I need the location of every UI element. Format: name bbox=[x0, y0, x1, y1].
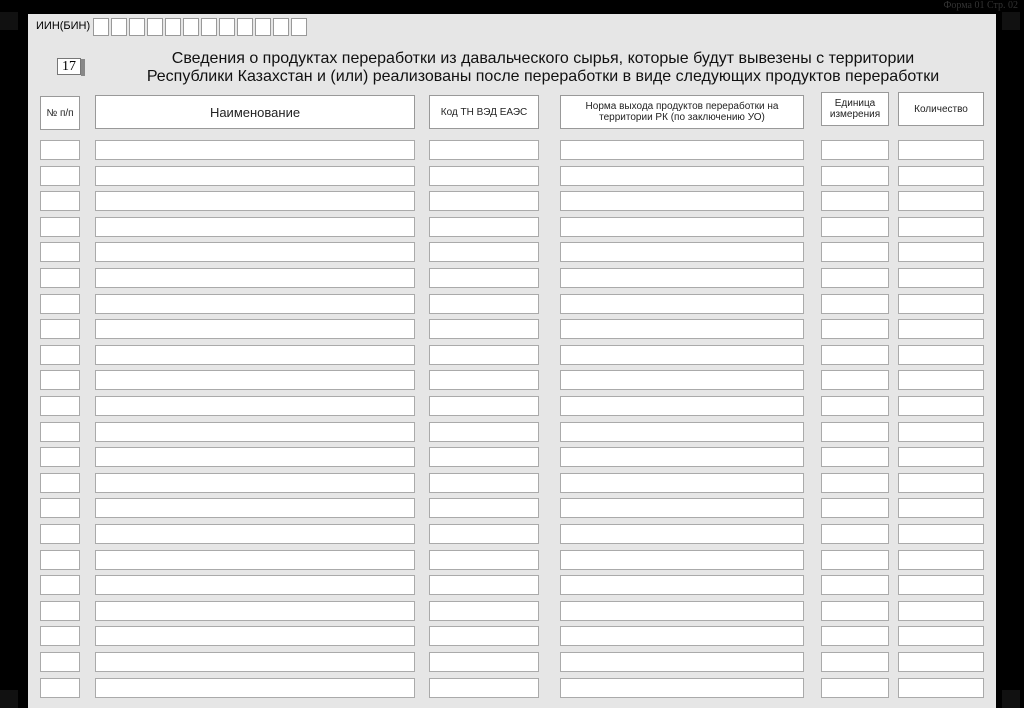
table-cell[interactable] bbox=[821, 473, 889, 493]
table-cell[interactable] bbox=[40, 370, 80, 390]
table-cell[interactable] bbox=[560, 678, 804, 698]
table-cell[interactable] bbox=[898, 447, 984, 467]
table-cell[interactable] bbox=[560, 140, 804, 160]
table-cell[interactable] bbox=[95, 473, 415, 493]
table-cell[interactable] bbox=[898, 140, 984, 160]
table-cell[interactable] bbox=[821, 550, 889, 570]
table-cell[interactable] bbox=[821, 678, 889, 698]
table-cell[interactable] bbox=[40, 422, 80, 442]
table-cell[interactable] bbox=[40, 626, 80, 646]
section-number: 17 bbox=[57, 58, 81, 75]
table-cell[interactable] bbox=[898, 166, 984, 186]
table-cell[interactable] bbox=[429, 447, 539, 467]
iin-cell[interactable] bbox=[129, 18, 145, 36]
table-cell[interactable] bbox=[40, 319, 80, 339]
iin-cell[interactable] bbox=[237, 18, 253, 36]
table-cell[interactable] bbox=[40, 447, 80, 467]
column-header: Единица измерения bbox=[821, 92, 889, 126]
table-cell[interactable] bbox=[429, 498, 539, 518]
table-cell[interactable] bbox=[40, 550, 80, 570]
table-cell[interactable] bbox=[429, 524, 539, 544]
table-cell[interactable] bbox=[560, 166, 804, 186]
table-cell[interactable] bbox=[429, 217, 539, 237]
table-cell[interactable] bbox=[560, 652, 804, 672]
table-cell[interactable] bbox=[560, 626, 804, 646]
table-cell[interactable] bbox=[821, 447, 889, 467]
table-cell[interactable] bbox=[95, 601, 415, 621]
table-cell[interactable] bbox=[898, 601, 984, 621]
table-cell[interactable] bbox=[560, 473, 804, 493]
iin-cell[interactable] bbox=[255, 18, 271, 36]
table-cell[interactable] bbox=[560, 550, 804, 570]
table-cell[interactable] bbox=[898, 396, 984, 416]
table-cell[interactable] bbox=[95, 652, 415, 672]
section-title-line2: Республики Казахстан и (или) реализованы после переработки в виде следующих продуктов переработки bbox=[146, 68, 940, 85]
table-cell[interactable] bbox=[560, 575, 804, 595]
table-cell[interactable] bbox=[95, 217, 415, 237]
table-cell[interactable] bbox=[560, 191, 804, 211]
table-cell[interactable] bbox=[40, 268, 80, 288]
table-cell[interactable] bbox=[898, 422, 984, 442]
table-cell[interactable] bbox=[95, 166, 415, 186]
table-cell[interactable] bbox=[821, 217, 889, 237]
table-cell[interactable] bbox=[40, 242, 80, 262]
table-cell[interactable] bbox=[429, 652, 539, 672]
table-cell[interactable] bbox=[560, 524, 804, 544]
table-cell[interactable] bbox=[95, 319, 415, 339]
table-cell[interactable] bbox=[40, 294, 80, 314]
table-cell[interactable] bbox=[821, 242, 889, 262]
table-cell[interactable] bbox=[821, 191, 889, 211]
table-cell[interactable] bbox=[821, 294, 889, 314]
table-cell[interactable] bbox=[429, 294, 539, 314]
table-cell[interactable] bbox=[898, 294, 984, 314]
table-cell[interactable] bbox=[95, 396, 415, 416]
table-cell[interactable] bbox=[898, 345, 984, 365]
table-cell[interactable] bbox=[95, 140, 415, 160]
table-cell[interactable] bbox=[95, 626, 415, 646]
table-cell[interactable] bbox=[898, 473, 984, 493]
table-cell[interactable] bbox=[429, 319, 539, 339]
table-cell[interactable] bbox=[898, 370, 984, 390]
table-cell[interactable] bbox=[429, 678, 539, 698]
registration-mark-bottom-left bbox=[0, 690, 18, 708]
table-cell[interactable] bbox=[898, 678, 984, 698]
table-cell[interactable] bbox=[95, 294, 415, 314]
section-title bbox=[88, 50, 998, 86]
iin-cell[interactable] bbox=[147, 18, 163, 36]
table-cell[interactable] bbox=[821, 396, 889, 416]
table-cell[interactable] bbox=[40, 498, 80, 518]
table-cell[interactable] bbox=[560, 268, 804, 288]
iin-cell[interactable] bbox=[183, 18, 199, 36]
column-header: Норма выхода продуктов переработки на территории РК (по заключению УО) bbox=[560, 95, 804, 129]
table-cell[interactable] bbox=[560, 294, 804, 314]
table-cell[interactable] bbox=[40, 345, 80, 365]
table-cell[interactable] bbox=[560, 396, 804, 416]
table-cell[interactable] bbox=[560, 447, 804, 467]
table-cell[interactable] bbox=[95, 678, 415, 698]
table-cell[interactable] bbox=[560, 217, 804, 237]
table-cell[interactable] bbox=[821, 370, 889, 390]
table-cell[interactable] bbox=[95, 447, 415, 467]
table-cell[interactable] bbox=[898, 498, 984, 518]
table-cell[interactable] bbox=[821, 575, 889, 595]
table-cell[interactable] bbox=[95, 498, 415, 518]
table-cell[interactable] bbox=[821, 524, 889, 544]
table-cell[interactable] bbox=[821, 140, 889, 160]
table-cell[interactable] bbox=[429, 140, 539, 160]
table-cell[interactable] bbox=[40, 524, 80, 544]
table-cell[interactable] bbox=[821, 652, 889, 672]
column-header: Количество bbox=[898, 92, 984, 126]
table-cell[interactable] bbox=[821, 601, 889, 621]
table-cell[interactable] bbox=[429, 166, 539, 186]
table-cell[interactable] bbox=[95, 345, 415, 365]
table-cell[interactable] bbox=[898, 524, 984, 544]
table-cell[interactable] bbox=[898, 652, 984, 672]
iin-cell[interactable] bbox=[291, 18, 307, 36]
table-cell[interactable] bbox=[429, 575, 539, 595]
table-cell[interactable] bbox=[560, 319, 804, 339]
table-cell[interactable] bbox=[95, 242, 415, 262]
table-cell[interactable] bbox=[429, 396, 539, 416]
iin-label: ИИН(БИН) bbox=[36, 20, 91, 32]
column-header: Наименование bbox=[95, 95, 415, 129]
registration-mark-top-left bbox=[0, 12, 18, 30]
table-cell[interactable] bbox=[40, 601, 80, 621]
iin-cell[interactable] bbox=[111, 18, 127, 36]
table-cell[interactable] bbox=[898, 626, 984, 646]
table-cell[interactable] bbox=[95, 575, 415, 595]
table-cell[interactable] bbox=[821, 626, 889, 646]
table-cell[interactable] bbox=[821, 422, 889, 442]
table-cell[interactable] bbox=[40, 217, 80, 237]
table-cell[interactable] bbox=[898, 217, 984, 237]
table-cell[interactable] bbox=[821, 498, 889, 518]
table-cell[interactable] bbox=[95, 524, 415, 544]
table-cell[interactable] bbox=[821, 319, 889, 339]
table-cell[interactable] bbox=[40, 191, 80, 211]
table-cell[interactable] bbox=[898, 191, 984, 211]
table-cell[interactable] bbox=[560, 370, 804, 390]
table-cell[interactable] bbox=[40, 575, 80, 595]
table-cell[interactable] bbox=[560, 601, 804, 621]
registration-mark-top-right bbox=[1002, 12, 1020, 30]
section-title-line1: Сведения о продуктах переработки из давальческого сырья, которые будут вывезены с территории bbox=[171, 50, 915, 67]
table-cell[interactable] bbox=[40, 678, 80, 698]
table-cell[interactable] bbox=[560, 242, 804, 262]
table-cell[interactable] bbox=[95, 422, 415, 442]
table-cell[interactable] bbox=[95, 370, 415, 390]
table-cell[interactable] bbox=[40, 140, 80, 160]
table-cell[interactable] bbox=[429, 191, 539, 211]
table-cell[interactable] bbox=[429, 626, 539, 646]
table-cell[interactable] bbox=[821, 166, 889, 186]
iin-cell[interactable] bbox=[165, 18, 181, 36]
table-cell[interactable] bbox=[821, 345, 889, 365]
table-cell[interactable] bbox=[560, 498, 804, 518]
column-header: Код ТН ВЭД ЕАЭС bbox=[429, 95, 539, 129]
table-cell[interactable] bbox=[429, 601, 539, 621]
table-cell[interactable] bbox=[560, 422, 804, 442]
table-cell[interactable] bbox=[95, 191, 415, 211]
table-cell[interactable] bbox=[898, 268, 984, 288]
table-cell[interactable] bbox=[40, 652, 80, 672]
table-cell[interactable] bbox=[898, 242, 984, 262]
table-cell[interactable] bbox=[429, 550, 539, 570]
table-cell[interactable] bbox=[898, 319, 984, 339]
table-cell[interactable] bbox=[429, 268, 539, 288]
table-cell[interactable] bbox=[821, 268, 889, 288]
table-cell[interactable] bbox=[95, 550, 415, 570]
table-cell[interactable] bbox=[429, 242, 539, 262]
iin-cell[interactable] bbox=[93, 18, 109, 36]
table-cell[interactable] bbox=[429, 370, 539, 390]
table-cell[interactable] bbox=[95, 268, 415, 288]
table-cell[interactable] bbox=[429, 473, 539, 493]
table-cell[interactable] bbox=[898, 550, 984, 570]
form-reference: Форма 01 Стр. 02 bbox=[943, 0, 1018, 11]
registration-mark-bottom-right bbox=[1002, 690, 1020, 708]
table-cell[interactable] bbox=[40, 166, 80, 186]
table-cell[interactable] bbox=[429, 345, 539, 365]
table-cell[interactable] bbox=[560, 345, 804, 365]
table-cell[interactable] bbox=[429, 422, 539, 442]
iin-cell[interactable] bbox=[201, 18, 217, 36]
table-cell[interactable] bbox=[40, 473, 80, 493]
table-cell[interactable] bbox=[898, 575, 984, 595]
iin-cell[interactable] bbox=[219, 18, 235, 36]
column-header: № п/п bbox=[40, 96, 80, 130]
table-cell[interactable] bbox=[40, 396, 80, 416]
iin-input-cells bbox=[93, 18, 307, 36]
iin-cell[interactable] bbox=[273, 18, 289, 36]
